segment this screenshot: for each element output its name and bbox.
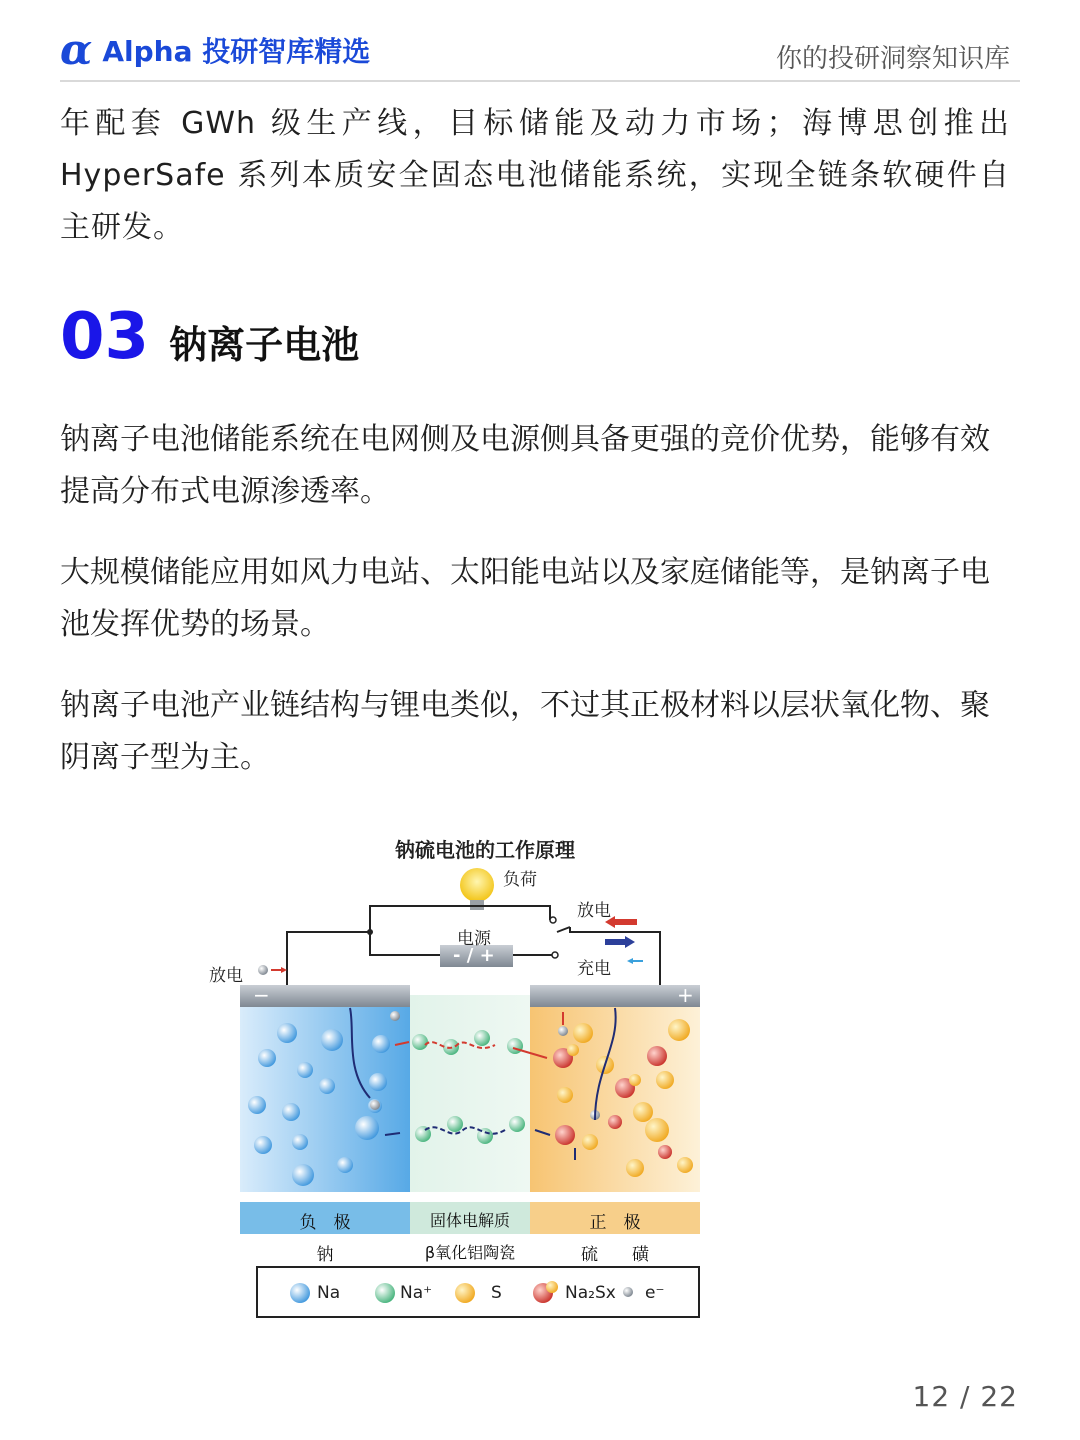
electrolyte-name: 固体电解质 [429,1211,510,1230]
sodium-sulfur-battery-diagram [195,830,725,1330]
brand-name: Alpha 投研智库精选 [102,35,371,68]
anode-name: 负 极 [299,1213,351,1233]
legend-label-na-ion: Na⁺ [400,1283,433,1303]
figure-title: 钠硫电池的工作原理 [395,838,575,862]
header-tagline: 你的投研洞察知识库 [775,44,1010,74]
electrolyte-material: β氧化铝陶瓷 [424,1243,516,1262]
body-paragraph: 钠离子电池产业链结构与锂电类似，不过其正极材料以层状氧化物、聚阴离子型为主。 [60,688,990,775]
discharge-top-label: 放电 [577,901,611,921]
cathode-sign: + [677,983,694,1007]
legend-label-s: S [491,1283,502,1303]
legend-label-na2sx: Na₂Sx [565,1283,616,1303]
page-header [60,26,1020,82]
alpha-logo-icon: α [60,25,93,74]
intro-paragraph: 年配套 GWh 级生产线，目标储能及动力市场；海博思创推出 HyperSafe 系列本质安全固态电池储能系统，实现全链条软硬件自主研发。 [60,106,1010,245]
section-heading [60,300,359,374]
cathode-plate [530,985,700,1007]
power-sign: - / + [453,945,495,966]
electrolyte-region [410,995,530,1192]
power-source-label: 电源 [457,929,491,949]
legend-label-na: Na [317,1283,341,1303]
light-bulb-icon [460,868,494,910]
section-number: 03 [60,300,150,374]
section-title: 钠离子电池 [169,323,360,367]
electron-icon [623,1287,633,1297]
page-number: 12 / 22 [912,1380,1018,1413]
brand-logo [60,25,371,74]
na-atom-icon [290,1283,310,1303]
load-label: 负荷 [503,870,537,890]
body-paragraph: 大规模储能应用如风力电站、太阳能电站以及家庭储能等，是钠离子电池发挥优势的场景。 [60,555,990,642]
anode-sign: − [253,983,270,1007]
discharge-left-label: 放电 [209,966,243,986]
body-paragraph: 钠离子电池储能系统在电网侧及电源侧具备更强的竞价优势，能够有效提高分布式电源渗透率。 [60,422,990,509]
cathode-material: 硫 磺 [581,1245,649,1265]
cathode-name: 正 极 [589,1213,641,1233]
legend-label-electron: e⁻ [645,1283,665,1303]
sulfur-icon [455,1283,475,1303]
na-ion-icon [375,1283,395,1303]
charge-label: 充电 [577,959,611,979]
anode-material: 钠 [316,1245,334,1265]
